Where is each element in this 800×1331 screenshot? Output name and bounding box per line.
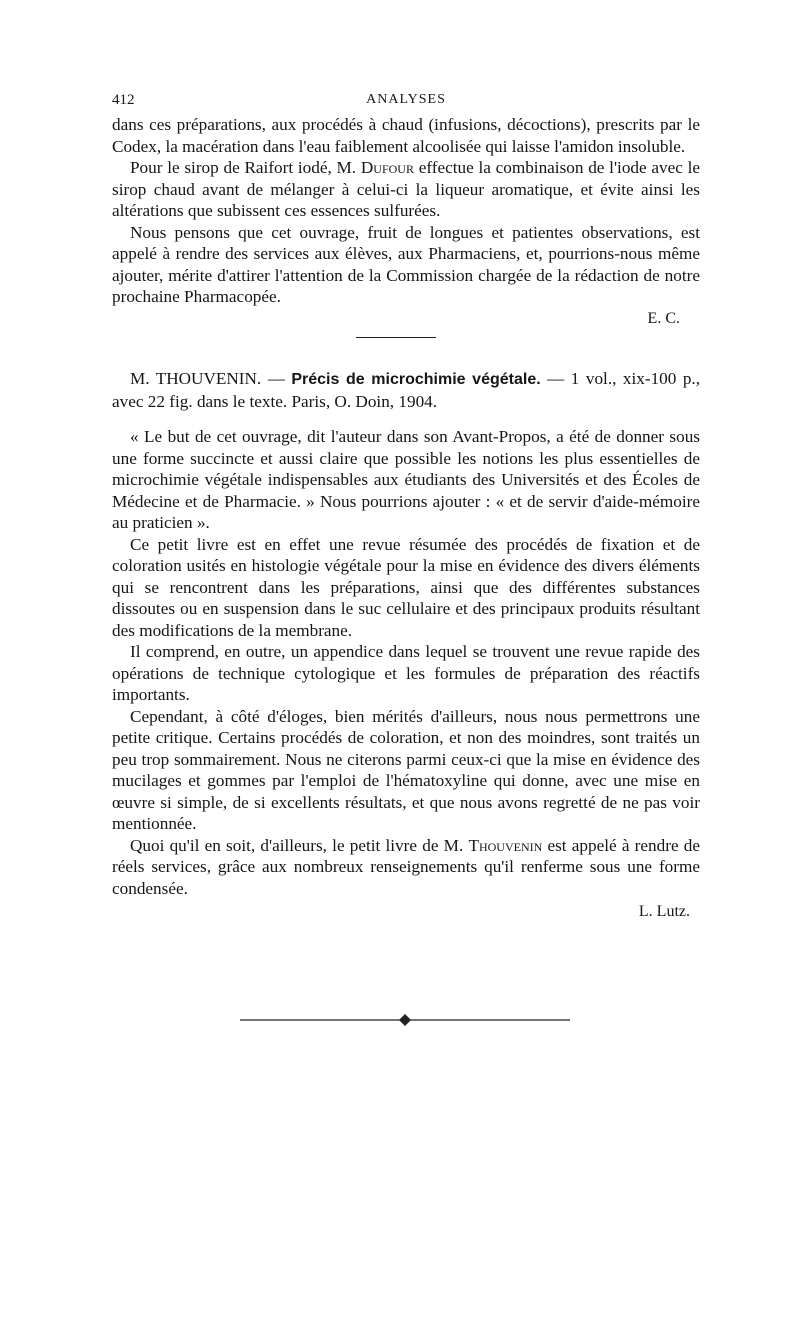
dash: — [540,369,571,388]
paragraph [112,835,700,900]
bibliographic-heading [112,368,700,412]
signature [112,901,700,923]
text: Quoi qu'il en soit, d'ailleurs, le petit livre de M. [130,835,469,855]
book-title: Précis de microchimie végétale. [291,371,541,388]
paragraph [112,157,700,222]
page-header [112,92,700,114]
text: effectue la combinaison de l'iode avec le sirop chaud avant de mélanger à celui-ci la liqueur aromatique, et évite ainsi les altérations que subissent ces essences sulfurées. [112,158,701,220]
paragraph: « Le but de cet ouvrage, dit l'auteur dans son Avant-Propos, a été de donner sous une forme succincte et aussi claire que possible les notions les plus essentielles de microchimie végétale indispensables aux étudiants des Universités et des Écoles de Médecine et de Pharmacie. » Nous pourrions ajouter : « et de servir d'aide-mémoire au praticien ». [112,427,700,532]
text: Pour le sirop de Raifort iodé, M. [130,158,361,177]
separator-rule [356,337,436,338]
previous-review [112,114,700,338]
book-details: 1 vol., xix-100 p., avec 22 fig. dans le texte. Paris, O. Doin, 1904. [112,369,701,411]
author-name: Dufour [360,158,414,177]
author-name: Thouvenin [468,835,543,855]
signature-text: L. Lutz. [638,903,690,920]
review-author: M. THOUVENIN. [130,369,262,388]
text: est appelé à rendre de réels services, grâce aux nombreux renseignements qu'il renferme sous une forme condensée. [112,835,700,898]
signature: E. C. [647,309,680,327]
paragraph: Nous pensons que cet ouvrage, fruit de longues et patientes observations, est appelé à rendre des services aux élèves, aux Pharmaciens, et, pourrions-nous même ajouter, mérite d'attirer l'attention de la Commission chargée de la rédaction de notre prochaine Pharmacopée. [112,222,700,306]
running-title: ANALYSES [366,92,446,107]
dash: — [261,369,292,388]
page [112,92,700,923]
paragraph: Il comprend, en outre, un appendice dans lequel se trouvent une revue rapide des opérations de technique cytologique et les formules de préparation des réactifs importants. [112,642,700,704]
paragraph: dans ces préparations, aux procédés à chaud (infusions, décoctions), prescrits par le Codex, la macération dans l'eau faiblement alcoolisée qui laisse l'amidon insoluble. [112,115,700,156]
ornament-divider [240,1010,570,1030]
paragraph: Cependant, à côté d'éloges, bien mérités d'ailleurs, nous nous permettrons une petite critique. Certains procédés de coloration, et non des moindres, sont traités un peu trop sommairement. Nous ne citerons parmi ceux-ci que la mise en évidence des mucilages et gommes par l'emploi de l'hématoxyline qui donne, avec une mise en œuvre si simple, de si excellents résultats, et que nous avons regretté de ne pas voir mentionnée. [112,706,700,833]
diamond-icon [399,1014,411,1026]
review-entry [112,368,700,923]
page-number: 412 [112,92,135,108]
paragraph: Ce petit livre est en effet une revue résumée des procédés de fixation et de coloration usités en histologie végétale pour la mise en évidence des divers éléments qui se rencontrent dans les préparations, ainsi que des différentes substances dissoutes ou en suspension dans le suc cellulaire et des principaux produits résultant des modifications de la membrane. [112,534,700,640]
spacer [112,412,700,426]
